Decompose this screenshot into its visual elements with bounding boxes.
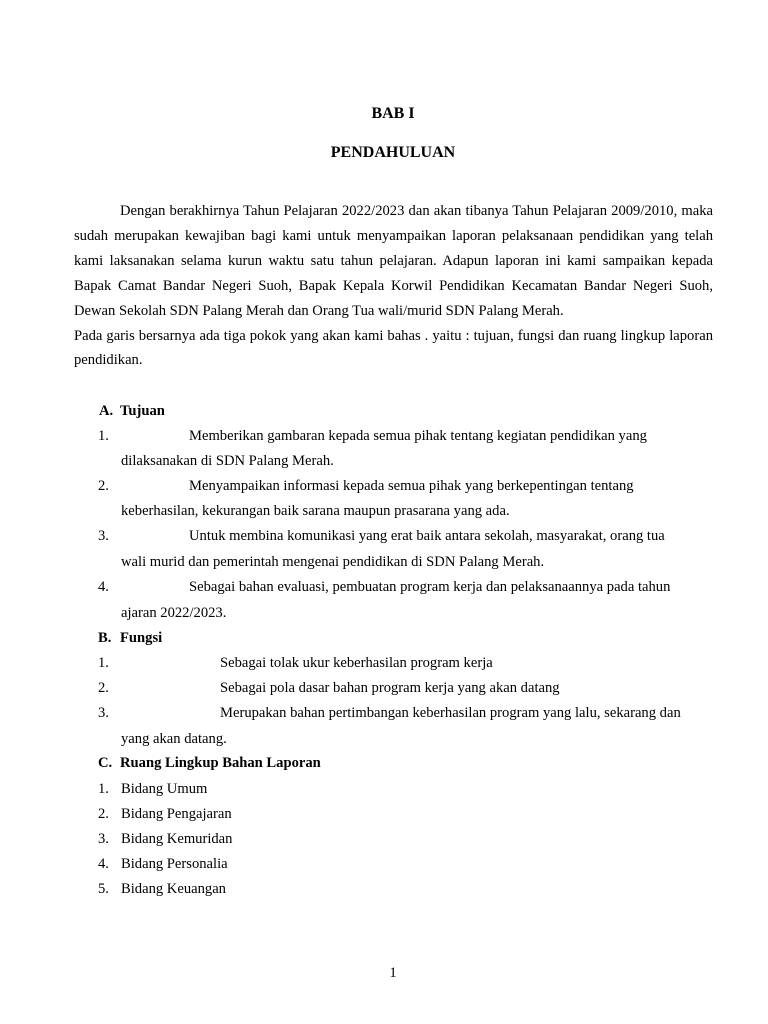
- list-item: Sebagai tolak ukur keberhasilan program kerja: [220, 655, 493, 671]
- page-number: 1: [389, 965, 397, 981]
- scope-paragraph: Pada garis bersarnya ada tiga pokok yang akan kami bahas . yaitu : tujuan, fungsi dan ruang lingkup laporan pendidikan.: [74, 327, 713, 369]
- list-item: Bidang Kemuridan: [121, 831, 233, 847]
- intro-text: [74, 199, 713, 373]
- list-item: Bidang Personalia: [121, 856, 228, 872]
- list-item: Menyampaikan informasi kepada semua pihak yang berkepentingan tentang: [189, 478, 634, 494]
- list-item-continuation: keberhasilan, kekurangan baik sarana maupun prasarana yang ada.: [121, 503, 510, 519]
- list-item: Sebagai bahan evaluasi, pembuatan program kerja dan pelaksanaannya pada tahun: [189, 579, 671, 595]
- list-item: Bidang Umum: [121, 781, 208, 797]
- list-number: 3.: [98, 528, 109, 544]
- list-number: 5.: [98, 881, 109, 897]
- intro-paragraph: Dengan berakhirnya Tahun Pelajaran 2022/2023 dan akan tibanya Tahun Pelajaran 2009/2010, maka sudah merupakan kewajiban bagi kami untuk menyampaikan laporan pelaksanaan pendidikan yang telah kami laksanakan selama kurun waktu satu tahun pelajaran. Adapun laporan ini kami sampaikan kepada Bapak Camat Bandar Negeri Suoh, Bapak Kepala Korwil Pendidikan Kecamatan Bandar Negeri Suoh, Dewan Sekolah SDN Palang Merah dan Orang Tua wali/murid SDN Palang Merah.: [74, 203, 713, 319]
- list-item-continuation: wali murid dan pemerintah mengenai pendidikan di SDN Palang Merah.: [121, 554, 545, 570]
- chapter-subtitle: PENDAHULUAN: [330, 144, 456, 161]
- list-item: Bidang Pengajaran: [121, 806, 232, 822]
- list-item: Merupakan bahan pertimbangan keberhasilan program yang lalu, sekarang dan: [220, 705, 681, 721]
- list-number: 3.: [98, 831, 109, 847]
- list-item-continuation: yang akan datang.: [121, 731, 227, 747]
- section-c-title: Ruang Lingkup Bahan Laporan: [120, 755, 321, 771]
- list-number: 1.: [98, 781, 109, 797]
- list-item: Memberikan gambaran kepada semua pihak tentang kegiatan pendidikan yang: [189, 428, 647, 444]
- section-a-label: A.: [99, 403, 114, 419]
- list-number: 2.: [98, 806, 109, 822]
- list-number: 4.: [98, 579, 109, 595]
- section-b-title: Fungsi: [120, 630, 163, 646]
- chapter-title: BAB I: [371, 105, 415, 122]
- list-number: 3.: [98, 705, 109, 721]
- list-number: 1.: [98, 655, 109, 671]
- section-c-label: C.: [98, 755, 113, 771]
- list-number: 1.: [98, 428, 109, 444]
- list-item-continuation: ajaran 2022/2023.: [121, 605, 227, 621]
- list-number: 2.: [98, 478, 109, 494]
- list-item: Untuk membina komunikasi yang erat baik antara sekolah, masyarakat, orang tua: [189, 528, 665, 544]
- list-item-continuation: dilaksanakan di SDN Palang Merah.: [121, 453, 334, 469]
- list-item: Bidang Keuangan: [121, 881, 226, 897]
- section-b-label: B.: [98, 630, 112, 646]
- list-number: 4.: [98, 856, 109, 872]
- list-item: Sebagai pola dasar bahan program kerja yang akan datang: [220, 680, 560, 696]
- list-number: 2.: [98, 680, 109, 696]
- section-a-title: Tujuan: [120, 403, 165, 419]
